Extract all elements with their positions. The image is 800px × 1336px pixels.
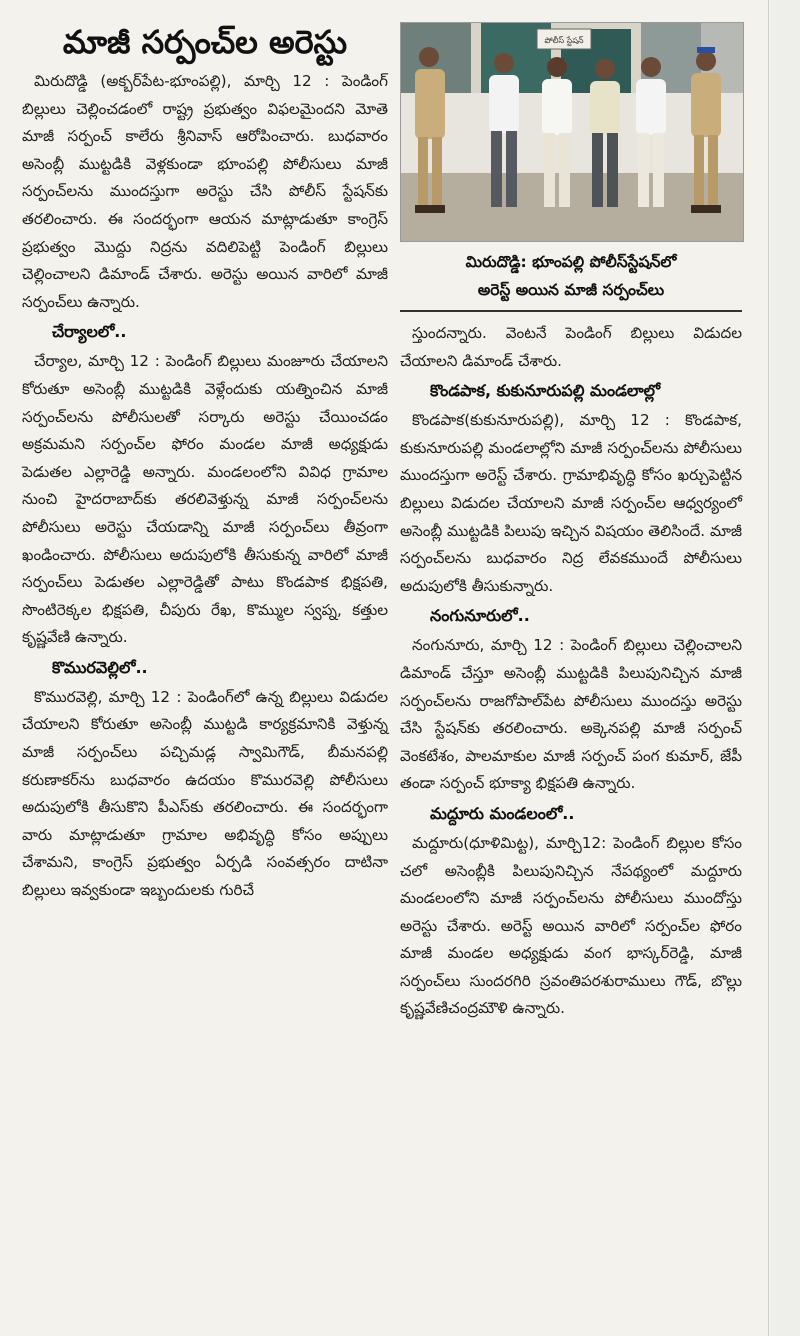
intro-paragraph: మిరుదొడ్డి (అక్బర్‌పేట-భూంపల్లి), మార్చి 12 : పెండింగ్ బిల్లులు చెల్లించడంలో రాష్ట్ర ప్రభుత్వం విఫలమైందని మోతె మాజీ సర్పంచ్ కాలేరు శ్రీనివాస్ ఆరోపించారు. బుధవారం అసెంబ్లీ ముట్టడికి వెళ్లకుండా భూంపల్లి పోలీసులు మాజీ సర్పంచ్‌లను ముందస్తుగా అరెస్టు చేసి పోలీస్ స్టేషన్‌కు తరలించారు. ఈ సందర్భంగా ఆయన మాట్లాడుతూ కాంగ్రెస్ ప్రభుత్వం మొద్దు నిద్రను వదిలిపెట్టి పెండింగ్ బిల్లులు చెల్లించాలని డిమాండ్ చేశారు. అరెస్టు అయిన వారిలో మాజీ సర్పంచ్‌లు ఉన్నారు. bbox=[22, 72, 388, 311]
maddur-subheading: మద్దూరు మండలంలో.. bbox=[430, 803, 575, 823]
kondapaka-subheading: కొండపాక, కుకునూరుపల్లి మండలాల్లో bbox=[430, 381, 661, 401]
kondapaka-paragraph: కొండపాక(కుకునూరుపల్లి), మార్చి 12 : కొండపాక, కుకునూరుపల్లి మండలాల్లోని మాజీ సర్పంచ్‌లను పోలీసులు ముందస్తుగా అరెస్ట్ చేశారు. గ్రామాభివృద్ధి కోసం ఖర్చుపెట్టిన బిల్లులు విడుదల చేయాలని మాజీ సర్పంచ్‌ల ఆధ్వర్యంలో అసెంబ్లీ ముట్టడికి పిలుపు ఇచ్చిన విషయం తెలిసిందే. మాజీ సర్పంచ్‌లను బుధవారం నిద్ర లేవకముందే పోలీసులు అదుపులోకి తీసుకున్నారు. bbox=[400, 411, 742, 595]
komuravelli-subheading: కొమురవెల్లిలో.. bbox=[52, 657, 148, 677]
maddur-paragraph: మద్దూరు(ధూళిమిట్ట), మార్చి12: పెండింగ్ బిల్లుల కోసం చలో అసెంబ్లీకి పిలుపునిచ్చిన నేపథ్యంలో మద్దూరు మండలంలోని మాజీ సర్పంచ్‌లను పోలీసులు ముందోస్తు అరెస్టు చేశారు. అరెస్ట్ అయిన వారిలో సర్పంచ్‌ల ఫోరం మాజీ మండల అధ్యక్షుడు వంగ భాస్కర్‌రెడ్డి, మాజీ సర్పంచ్‌లు సుందరగిరి స్రవంతిపరశురాములు గౌడ్, బొల్లు కృష్ణవేణిచంద్రమౌళి ఉన్నారు. bbox=[400, 833, 742, 1018]
cheryal-paragraph: చేర్యాల, మార్చి 12 : పెండింగ్ బిల్లులు మంజూరు చేయాలని కోరుతూ అసెంబ్లీ ముట్టడికి వెళ్లేందుకు యత్నించిన మాజీ సర్పంచ్‌లను పోలీసులతో సర్కారు అరెస్టు చేయించడం అక్రమమని సర్పంచ్‌ల ఫోరం మండల మాజీ అధ్యక్షుడు పెడుతల ఎల్లారెడ్డి అన్నారు. మండలంలోని వివిధ గ్రామాల నుంచి హైదరాబాద్‌కు తరలివెళ్తున్న మాజీ సర్పంచ్‌లను పోలీసులు అరెస్టు చేయడాన్ని మాజీ సర్పంచ్‌లు తీవ్రంగా ఖండించారు. పోలీసులు అదుపులోకి తీసుకున్న వారిలో మాజీ సర్పంచ్‌లు పెడుతల ఎల్లారెడ్డితో పాటు కొండపాక భిక్షపతి, సొంటిరెక్కల భిక్షపతి, చీపురు రేఖ, కొమ్ముల స్వప్న, కత్తుల కృష్ణవేణి ఉన్నారు. bbox=[22, 352, 388, 647]
news-photo bbox=[400, 22, 744, 242]
nangunur-paragraph: నంగునూరు, మార్చి 12 : పెండింగ్ బిల్లులు చెల్లించాలని డిమాండ్ చేస్తూ అసెంబ్లీ ముట్టడికి పిలుపునిచ్చిన మాజీ సర్పంచ్‌లను రాజగోపాల్‌పేట పోలీసులు ముందస్తు అరెస్టు చేసి స్టేషన్‌కు తరలించారు. అక్కెనపల్లి మాజీ సర్పంచ్ వెంకటేశం, పాలమాకుల మాజీ సర్పంచ్ పంగ కుమార్, జేపీ తండా సర్పంచ్ భూక్యా భిక్షపతి ఉన్నారు. bbox=[400, 636, 742, 793]
article-headline: మాజీ సర్పంచ్‌ల అరెస్టు bbox=[62, 23, 348, 61]
cheryal-subheading: చేర్యాలలో.. bbox=[52, 322, 127, 342]
column-divider bbox=[768, 0, 769, 1336]
komuravelli-paragraph: కొమురవెల్లి, మార్చి 12 : పెండింగ్‌లో ఉన్న బిల్లులు విడుదల చేయాలని కోరుతూ అసెంబ్లీ ముట్టడి కార్యక్రమానికి వెళ్తున్న మాజీ సర్పంచ్‌లు పచ్చిమడ్ల స్వామిగౌడ్, బీమనపల్లి కరుణాకర్‌ను బుధవారం ఉదయం కొమురవెల్లి పోలీసులు అదుపులోకి తీసుకొని పీఎస్‌కు తరలించారు. ఈ సందర్భంగా వారు మాట్లాడుతూ గ్రామాల అభివృద్ధి కోసం అప్పులు చేశామని, కాంగ్రెస్ ప్రభుత్వం ఏర్పడి సంవత్సరం దాటినా బిల్లులు ఇవ్వకుండా ఇబ్బందులకు గురిచే bbox=[22, 687, 388, 900]
photo-caption-line-2: అరెస్ట్ అయిన మాజీ సర్పంచ్‌లు bbox=[477, 281, 665, 299]
photo-caption-line-1: మిరుదొడ్డి: భూంపల్లి పోలీస్‌స్టేషన్‌లో bbox=[465, 253, 677, 271]
nangunur-subheading: నంగునూరులో.. bbox=[430, 606, 530, 626]
police-station-photo bbox=[401, 23, 743, 241]
page-edge bbox=[770, 0, 800, 1336]
caption-divider bbox=[400, 310, 742, 312]
continuation-paragraph: స్తుందన్నారు. వెంటనే పెండింగ్ బిల్లులు విడుదల చేయాలని డిమాండ్ చేశారు. bbox=[400, 324, 742, 370]
right-column bbox=[400, 22, 742, 1023]
left-column bbox=[22, 22, 388, 905]
photo-caption bbox=[400, 248, 742, 304]
station-board-text: పోలీస్ స్టేషన్ bbox=[544, 36, 584, 45]
